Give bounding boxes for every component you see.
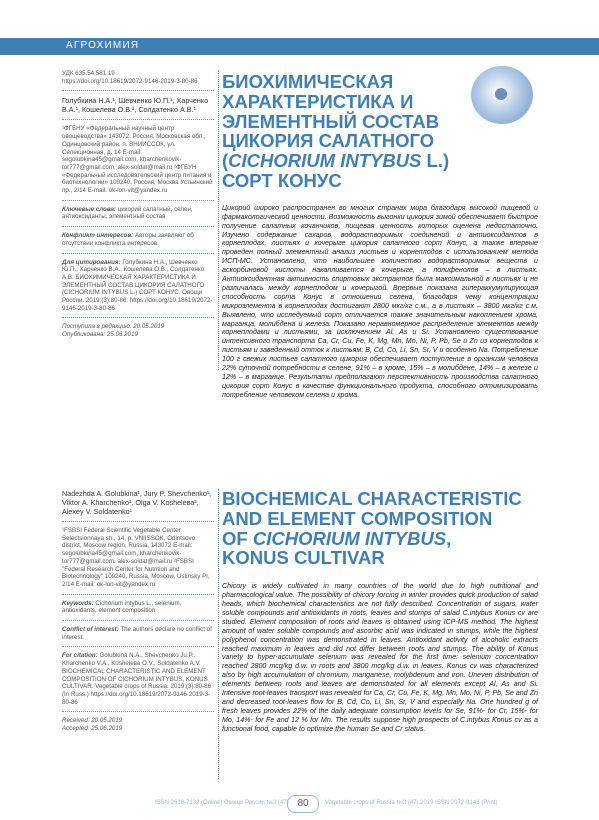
ru-keywords-label: Ключевые слова:	[62, 205, 116, 213]
en-meta-column	[62, 489, 214, 733]
ru-conflict-text: Авторы заявляют об отсутствии конфликта интересов.	[62, 232, 194, 247]
en-title-italic: CICHORIUM INTYBUS	[252, 527, 447, 549]
en-cite-text: Golubkina N.A., Shevchenko Ju.P., Kharchenko V.A., Koshelева O.V., Soldatenko A.V. BIOCHEMICAL CHARACTERISTIC AND ELEMENT COMPOSITION OF CICHORIUM INTYBUS, KONUS CULTIVAR. Vegetable crops of Russia. 2019;(3):80-86 (In Russ.) https://doi.org/10.18619/2072-9146-2019-3-80-86	[62, 652, 212, 706]
divider	[62, 620, 214, 621]
ru-cite-label: Для цитирования:	[62, 258, 121, 266]
ru-citation	[62, 259, 214, 313]
en-abstract: Chicory is widely cultivated in many countries of the world due to high nutritional and pharmacological value. The possibility of chicory forcing in winter provides quick production of salad heads, which biochemical characteristics are not fully described. Concentration of sugars, water soluble compounds and antioxidants in roots, leaves and stumps of salad C.intybus Konus cv are studied. Element composition of roots and leaves is obtained using ICP-MS method. The highest amount of water soluble compounds and ascorbic acid was indicated in stumps, while the highest polyphenol concentration was demonstrated in leaves. Antioxidant activity of alcoholic extracts reached maximum in leaves and did not differ between roots and stumps. The ability of Konus variety to hyper-accumulate selenium was revealed for the first time: selenium concentration reached 2800 mcg/kg d.w. in roots and 3800 mcg/kg d.w. in leaves. Konus cv was characterized also by high accumulation of chromium, manganese, molybdenum and iron. Uneven distribution of elements between roots and leaves are demonstrated for all elements except Al, As and Si. Intensive root-leaves transport was revealed for Ca, Cr, Cu, Fe, K, Mg, Mn, Mo, Ni, P, Pb, Se and Zn and decreased root-leaves flow for B, Cd, Co, Li, Sn, Sr, V and especially Na. One hundred g of fresh leaves provides 22% of the daily adequate consumption levels for Se, 91%- for Cr, 15%- for Mo, 14%- for Fe and 12 % for Mn. The results suppose high prospects of C.intybus Konus cv as a functional food, capable to optimize the human Se and Cr status.	[222, 582, 538, 733]
en-conflict	[62, 626, 214, 641]
en-authors: Nadezhda A. Golubkina¹, Jury P. Shevchenko¹, Viktor A. Kharchenko¹, Olga V. Koshelева², Alexey V. Soldatenko¹	[62, 489, 212, 516]
ru-received: Поступила в редакцию: 20.05.2019	[62, 323, 165, 331]
en-keywords-label: Keywords:	[62, 599, 94, 607]
ru-authors: Голубкина Н.А.¹, Шевченко Ю.П.¹, Харченко В.А.¹, Кошелева О.В.², Солдатенко А.В.¹	[62, 96, 209, 115]
divider	[62, 200, 214, 201]
en-citation	[62, 652, 214, 706]
en-keywords-text: Cichorium intybus L., selenium, antioxidants, element composition	[62, 599, 182, 615]
divider	[62, 119, 214, 120]
en-title-pre: BIOCHEMICAL CHARACTERISTIC AND ELEMENT COMPOSITION OF	[222, 488, 522, 549]
ru-title	[222, 72, 462, 191]
ru-conflict	[62, 232, 214, 247]
divider	[62, 90, 214, 91]
ru-conflict-label: Конфликт интересов:	[62, 232, 134, 240]
en-title	[222, 489, 522, 568]
column-divider	[218, 70, 219, 370]
ru-affiliations: ¹ФГБНУ «Федеральный научный центр овощеводства» 143072, Россия, Московская обл., Одинцовский район, п. ВНИИССОК, ул. Селекционная, д. 14 E-mail: segolubkina45@gmail.com, kharchenkovik-tor777@gmail.com, alex-soldat@mail.ru ²ФГБУН «Федеральный исследовательский центр питания и биотехнологии» 109240, Россия, Москва Устьинский пр., 2/14 E-mail: ok-lon-vit@yandex.ru	[62, 125, 213, 195]
ru-title-post: L.) СОРТ КОНУС	[222, 150, 450, 191]
divider	[62, 646, 214, 647]
ru-published: Опубликована: 25.06.2019	[62, 331, 138, 339]
en-conflict-label: Conflict of interest:	[62, 626, 119, 634]
en-title-post: , KONUS CULTIVAR	[222, 527, 452, 569]
ru-meta-column	[62, 70, 214, 339]
en-accepted: Accepted: 25.06.2019	[62, 725, 123, 733]
divider	[62, 226, 214, 227]
divider	[62, 521, 214, 522]
en-received: Received: 20.05.2019	[62, 717, 123, 725]
divider	[62, 594, 214, 595]
divider	[62, 711, 214, 712]
ru-title-italic: CICHORIUM INTYBUS	[228, 150, 422, 172]
page-number: 80	[287, 795, 319, 813]
footer-left: ISSN 2618-7132 (Online) Овощи России №3 (47)	[155, 800, 289, 806]
en-conflict-text: The authors declare no conflict of interest.	[62, 626, 212, 641]
divider	[62, 317, 214, 318]
en-main	[222, 489, 538, 734]
ru-keywords-text: цикорий салатный, селен, антиоксиданты, элементный состав	[62, 205, 193, 221]
column-divider	[218, 489, 219, 779]
ru-abstract: Цикорий широко распространен во многих странах мира благодаря высокой пищевой и фармакологической ценности. Возможность выгонки цикория зимой обеспечивает быстрое получение салатных кочанчиков, пищевая ценность которых оценена недостаточно. Изучено содержание сахаров, водорастворимых соединений и антиоксидантов в корнеплодах, листьях и кочерыге цикория салатного сорт Конус, а также впервые проведен полный элементный анализ листьев и корнеплодов с использованием метода ИСП-МС. Установлено, что наибольшее количество водорастворимых веществ и аскорбиновой кислоты накапливается в кочерыге, а полифенолов – в листьях. Антиоксидантная активность спиртовых экстрактов была максимальной в листьях и не различалась между корнеплодом и кочерыгой. Впервые показана гипераккумулирующая способность сорта Конус в отношении селена, благодаря чему концентрации микроэлемента в корнеплодах достигают 2800 мкг/кг с.м., а в листьях – 3800 мкг/кг с.м. Выявлено, что исследуемый сорт отличается также значительным накоплением хрома, марганца, молибдена и железа. Показано неравномерное распределение элементов между корнеплодами и листьями, за исключением Al, As и Si. Установлено существование интенсивного транспорта Ca, Cr, Cu, Fe, K, Mg, Mn, Mo, Ni, P, Pb, Se и Zn из корнеплодов к листьям и заведенный отток к листьям: B, Cd, Co, Li, Sn, Sr, V и особенно Na. Потребление 100 г свежих листьев салатного цикория обеспечивает поступление в организм человека 22% суточной потребности в селене, 91% – в хроме, 15% – в молибдене, 14% – в железе и 12% – в марганце. Результаты предполагают перспективность производства салатного цикория сорт Конус в качестве функционального продукта, способного оптимизировать потребление человеком селена и хрома.	[222, 203, 538, 399]
ru-main	[222, 72, 538, 400]
section-title: АГРОХИМИЯ	[66, 40, 140, 51]
doi-link[interactable]: https://doi.org/10.18619/2072-9146-2019-3-80-86	[62, 77, 198, 85]
ru-keywords	[62, 206, 214, 221]
footer-right: Vegetable crops of Russia №3 (47) 2019 ISSN 2072-9146 (Print)	[325, 800, 498, 806]
ru-cite-text: Голубкина Н.А., Шевченко Ю.П., Харченко В.А., Кошелева О.В., Солдатенко А.В. БИОХИМИЧЕСКАЯ ХАРАКТЕРИСТИКА И ЭЛЕМЕНТНЫЙ СОСТАВ ЦИКОРИЯ САЛАТНОГО (CICHORIUM INTYBUS L.) СОРТ КОНУС. Овощи России. 2019;(3):80-86. https://doi.org/10.18619/2072-9146-2019-3-80-86	[62, 258, 213, 312]
udc: УДК 635.54:581.19	[62, 70, 115, 77]
section-header-bar	[0, 38, 599, 55]
ru-title-pre: БИОХИМИЧЕСКАЯ ХАРАКТЕРИСТИКА И ЭЛЕМЕНТНЫЙ СОСТАВ ЦИКОРИЯ САЛАТНОГО (	[222, 71, 440, 172]
divider	[62, 253, 214, 254]
en-cite-label: For citation:	[62, 652, 98, 660]
page-footer	[0, 794, 599, 816]
en-affiliations: ¹FSBSI Federal Scientific Vegetable Center Selectsionnaya str., 14, p. VNIISSOK, Odintsovo district, Moscow region, Russia, 143072 E-mail: segolubkina45@gmail.com, kharchenkovik-tor777@gmail.com, alex-soldat@mail.ru ²FSBSI "Federal Research Center for Nutrition and Biotechnology" 109240, Russia, Moscow, Ustinsky Pr, 2/14 E-mail: ok-lon-vit@yandex.ru	[62, 527, 210, 588]
en-keywords	[62, 600, 214, 615]
